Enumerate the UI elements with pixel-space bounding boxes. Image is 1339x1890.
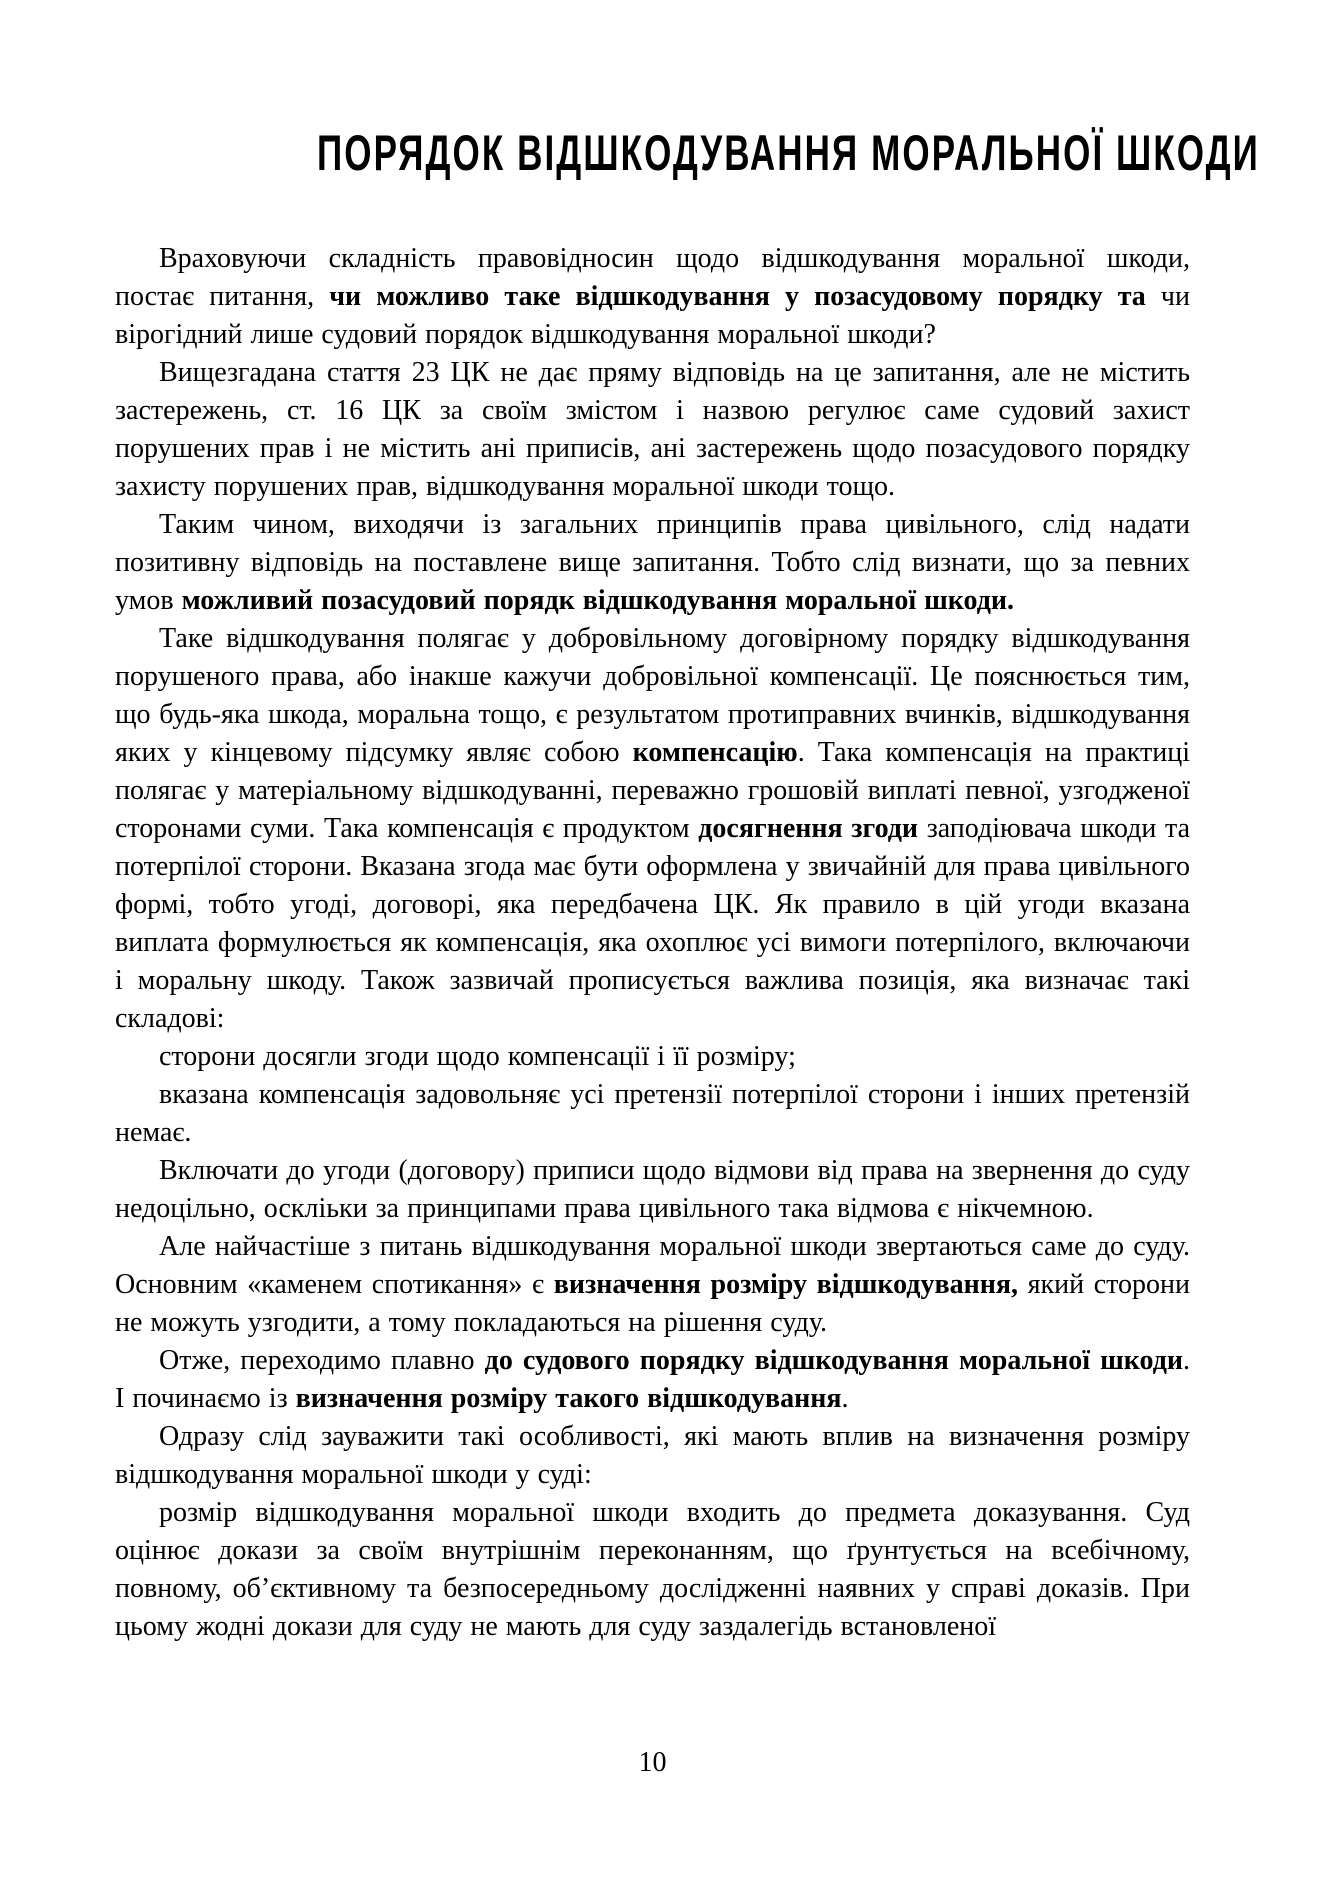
- bold-text-run: досягнення згоди: [698, 813, 919, 844]
- page-title: ПОРЯДОК ВІДШКОДУВАННЯ МОРАЛЬНОЇ ШКОДИ: [317, 125, 1260, 181]
- paragraph: [115, 354, 1190, 506]
- text-run: Включати до угоди (договору) приписи щодо відмови від права на звернення до суду недоцільно, оскліьки за принципами права цивільного така відмова є нікчемною.: [115, 1155, 1190, 1224]
- paragraph: [115, 1228, 1190, 1342]
- paragraph: [115, 1038, 1190, 1076]
- page-number: 10: [638, 1747, 667, 1778]
- text-run: розмір відшкодування моральної шкоди входить до предмета доказування. Суд оцінює докази за своїм внутрішнім переконанням, що ґрунтується на всебічному, повному, об’єктивному та безпосередньому дослідженні наявних у справі доказів. При цьому жодні докази для суду не мають для суду заздалегідь встановленої: [115, 1497, 1190, 1642]
- bold-text-run: визначення розміру відшкодування,: [553, 1269, 1018, 1300]
- text-run: Таким чином, виходячи із загальних принципів права цивільного, слід надати позитивну відповідь на поставлене вище запитання. Тобто слід визнати, що за певних умов: [115, 509, 1190, 616]
- bold-text-run: можливий позасудовий порядк відшкодування моральної шкоди.: [181, 585, 1014, 616]
- text-run: заподіювача шкоди та потерпілої сторони. Вказана згода має бути оформлена у звичайній для права цивільного формі, тобто угоді, договорі, яка передбачена ЦК. Як правило в цій угоди вказана виплата формулюється як компенсація, яка охоплює усі вимоги потерпілого, включаючи і моральну шкоду. Також зазвичай прописується важлива позиція, яка визначає такі складові:: [115, 813, 1190, 1034]
- text-run: сторони досягли згоди щодо компенсації і її розміру;: [159, 1041, 796, 1072]
- text-run: Таке відшкодування полягає у добровільному договірному порядку відшкодування порушеного права, або інакше кажучи добровільної компенсації. Це пояснюється тим, що будь-яка шкода, моральна тощо, є результатом протиправних вчинків, відшкодування яких у кінцевому підсумку являє собою: [115, 623, 1190, 768]
- text-run: Отже, переходимо плавно: [159, 1345, 485, 1376]
- bold-text-run: визначення розміру такого відшкодування: [295, 1383, 842, 1414]
- text-run: Враховуючи складність правовідносин щодо відшкодування моральної шкоди, постає питання,: [115, 243, 1190, 312]
- text-run: . Така компенсація на практиці полягає у матеріальному відшкодуванні, переважно грошовій виплаті певної, узгодженої сторонами суми. Така компенсація є продуктом: [115, 737, 1190, 844]
- bold-text-run: до судового порядку відшкодування моральної шкоди: [484, 1345, 1184, 1376]
- paragraph: [115, 1152, 1190, 1228]
- text-run: Одразу слід зауважити такі особливості, які мають вплив на визначення розміру відшкодування моральної шкоди у суді:: [115, 1421, 1190, 1490]
- paragraph: [115, 1494, 1190, 1646]
- page-title-wrap: [115, 125, 1260, 181]
- text-run: Але найчастіше з питань відшкодування моральної шкоди звертаються саме до суду. Основним «каменем спотикання» є: [115, 1231, 1190, 1300]
- bold-text-run: чи можливо таке відшкодування у позасудовому порядку та: [329, 281, 1146, 312]
- paragraph: [115, 1342, 1190, 1418]
- text-run: який сторони не можуть узгодити, а тому покладаються на рішення суду.: [115, 1269, 1190, 1338]
- bold-text-run: компенсацію: [632, 737, 798, 768]
- paragraph: [115, 620, 1190, 1038]
- paragraph: [115, 1418, 1190, 1494]
- paragraph: [115, 506, 1190, 620]
- text-run: . І починаємо із: [115, 1345, 1191, 1414]
- text-run: Вищезгадана стаття 23 ЦК не дає пряму відповідь на це запитання, але не містить застережень, ст. 16 ЦК за своїм змістом і назвою регулює саме судовий захист порушених прав і не містить ані приписів, ані застережень щодо позасудового порядку захисту порушених прав, відшкодування моральної шкоди тощо.: [115, 357, 1190, 502]
- text-run: чи вірогідний лише судовий порядок відшкодування моральної шкоди?: [115, 281, 1190, 350]
- text-run: .: [841, 1383, 849, 1414]
- text-run: вказана компенсація задовольняє усі претензії потерпілої сторони і інших претензій немає.: [115, 1079, 1190, 1148]
- paragraph: [115, 1076, 1190, 1152]
- document-body: [115, 240, 1190, 1646]
- paragraph: [115, 240, 1190, 354]
